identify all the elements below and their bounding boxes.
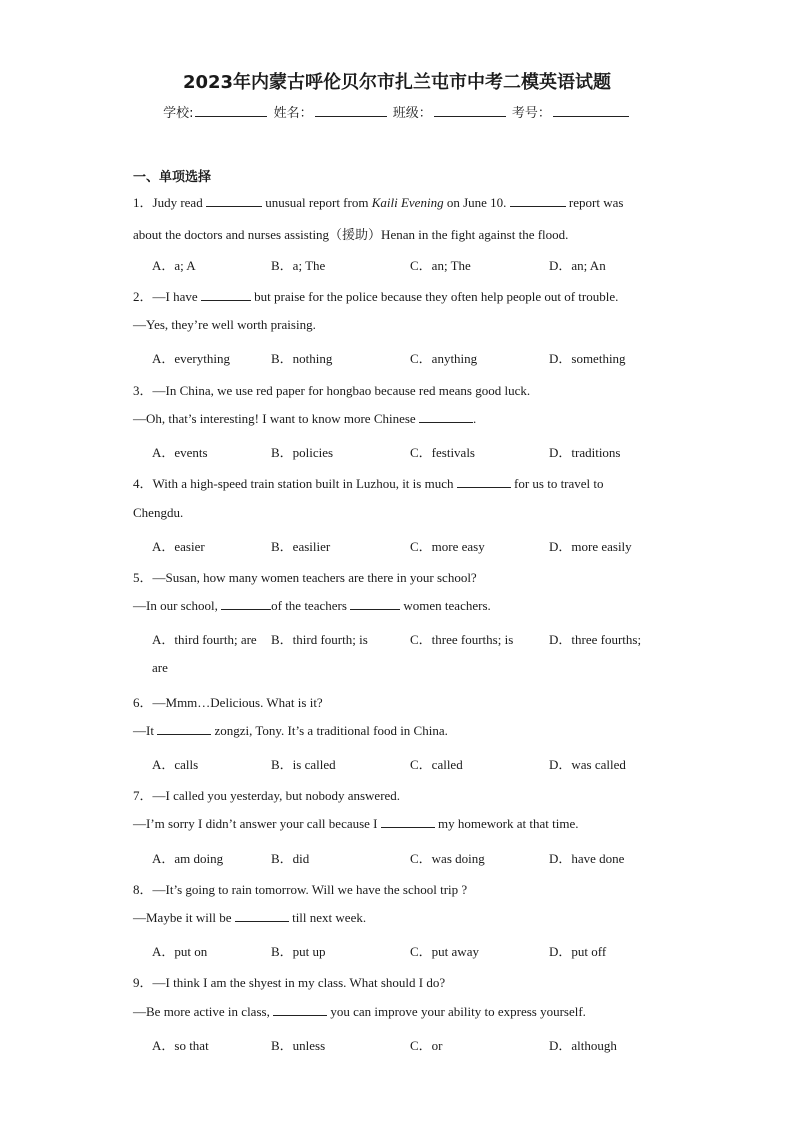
question-text: but praise for the police because they often help people out of trouble. (250, 289, 619, 304)
option-d[interactable]: D．an; An (549, 258, 606, 273)
class-blank[interactable] (434, 104, 506, 117)
answer-blank (235, 910, 289, 922)
option-c[interactable]: C．more easy (410, 539, 485, 554)
question-text: my homework at that time. (434, 816, 579, 831)
question-text: —Maybe it will be (133, 910, 235, 925)
answer-blank (510, 195, 566, 207)
question-number: 6． (133, 695, 153, 710)
option-b[interactable]: B．is called (271, 757, 336, 772)
newspaper-title: Kaili Evening (371, 195, 444, 210)
question-text: —I called you yesterday, but nobody answered. (152, 788, 401, 803)
option-b[interactable]: B．a; The (271, 258, 326, 273)
question-9-line-2 (133, 1004, 586, 1020)
question-text: —It’s going to rain tomorrow. Will we have the school trip ? (152, 882, 468, 897)
school-blank[interactable] (195, 104, 267, 117)
option-d[interactable]: D．have done (549, 851, 625, 866)
option-c[interactable]: C．put away (410, 944, 479, 959)
question-text: unusual report from (261, 195, 372, 210)
question-text: With a high-speed train station built in Luzhou, it is much (152, 476, 457, 491)
question-7-line-2 (133, 816, 578, 832)
question-text: —Oh, that’s interesting! I want to know more Chinese (133, 411, 419, 426)
question-text: of the teachers (271, 598, 351, 613)
option-a[interactable]: A．third fourth; are (152, 632, 257, 647)
question-8-line-2 (133, 910, 366, 926)
student-info-line (0, 102, 794, 121)
answer-blank (350, 598, 400, 610)
question-7-line-1 (133, 785, 400, 804)
option-d[interactable]: D．traditions (549, 445, 621, 460)
option-a[interactable]: A．am doing (152, 851, 224, 866)
option-b[interactable]: B．nothing (271, 351, 333, 366)
option-d[interactable]: D．was called (549, 757, 626, 772)
question-text: for us to travel to (510, 476, 604, 491)
question-2-line-2: —Yes, they’re well worth praising. (133, 317, 316, 332)
question-text: you can improve your ability to express yourself. (327, 1004, 586, 1019)
question-text: report was (565, 195, 624, 210)
option-c[interactable]: C．called (410, 757, 463, 772)
option-c[interactable]: C．three fourths; is (410, 632, 514, 647)
option-c[interactable]: C．anything (410, 351, 478, 366)
option-c[interactable]: C．festivals (410, 445, 475, 460)
option-a[interactable]: A．events (152, 445, 208, 460)
question-6-line-1 (133, 692, 323, 711)
question-number: 8． (133, 882, 153, 897)
option-a[interactable]: A．a; A (152, 258, 196, 273)
option-a-wrap: are (152, 660, 168, 675)
question-2-line-1 (133, 286, 618, 305)
question-8-line-1 (133, 879, 467, 898)
question-6-line-2 (133, 723, 448, 739)
exam-number-blank[interactable] (553, 104, 629, 117)
question-text: —In our school, (133, 598, 222, 613)
question-text: women teachers. (400, 598, 491, 613)
question-number: 4． (133, 476, 153, 491)
option-b[interactable]: B．policies (271, 445, 334, 460)
option-b[interactable]: B．put up (271, 944, 326, 959)
answer-blank (157, 723, 211, 735)
option-b[interactable]: B．third fourth; is (271, 632, 368, 647)
question-4-line-1 (133, 473, 604, 492)
answer-blank (221, 598, 271, 610)
question-3-line-2 (133, 411, 476, 427)
option-b[interactable]: B．easilier (271, 539, 331, 554)
question-1-line-2: about the doctors and nurses assisting（援助）Henan in the fight against the flood. (133, 227, 569, 242)
option-a[interactable]: A．calls (152, 757, 199, 772)
option-c[interactable]: C．or (410, 1038, 443, 1053)
answer-blank (201, 289, 251, 301)
question-text: Judy read (152, 195, 206, 210)
page-title: 2023年内蒙古呼伦贝尔市扎兰屯市中考二模英语试题 (182, 72, 612, 93)
question-number: 1． (133, 195, 153, 210)
question-text: —I think I am the shyest in my class. What should I do? (152, 975, 446, 990)
question-text: —Mmm…Delicious. What is it? (152, 695, 323, 710)
question-text: —In China, we use red paper for hongbao because red means good luck. (152, 383, 531, 398)
question-text: —Be more active in class, (133, 1004, 274, 1019)
option-a[interactable]: A．put on (152, 944, 208, 959)
question-text: on June 10. (443, 195, 510, 210)
question-9-line-1 (133, 972, 445, 991)
option-d[interactable]: D．more easily (549, 539, 632, 554)
question-5-line-1 (133, 567, 477, 586)
question-4-line-2: Chengdu. (133, 505, 184, 520)
exam-number-label: 考号： (511, 106, 551, 121)
option-d[interactable]: D．three fourths; (549, 632, 642, 647)
option-c[interactable]: C．was doing (410, 851, 485, 866)
question-text: . (472, 411, 477, 426)
question-text: —It (133, 723, 158, 738)
option-a[interactable]: A．easier (152, 539, 205, 554)
question-number: 5． (133, 570, 153, 585)
question-1-line-1 (133, 192, 623, 211)
option-b[interactable]: B．did (271, 851, 310, 866)
name-label: 姓名： (273, 106, 313, 121)
question-number: 9． (133, 975, 153, 990)
question-text: —I have (152, 289, 201, 304)
answer-blank (419, 411, 473, 423)
option-d[interactable]: D．something (549, 351, 626, 366)
option-d[interactable]: D．put off (549, 944, 607, 959)
question-number: 3． (133, 383, 153, 398)
option-d[interactable]: D．although (549, 1038, 617, 1053)
option-b[interactable]: B．unless (271, 1038, 326, 1053)
question-text: —I’m sorry I didn’t answer your call because I (133, 816, 381, 831)
question-text: zongzi, Tony. It’s a traditional food in China. (211, 723, 448, 738)
name-blank[interactable] (315, 104, 387, 117)
question-number: 7． (133, 788, 153, 803)
answer-blank (381, 816, 435, 828)
answer-blank (206, 195, 262, 207)
answer-blank (273, 1004, 327, 1016)
option-c[interactable]: C．an; The (410, 258, 471, 273)
school-label: 学校: (163, 106, 194, 121)
section-heading: 一、单项选择 (133, 170, 212, 185)
question-3-line-1 (133, 380, 530, 399)
answer-blank (457, 476, 511, 488)
question-number: 2． (133, 289, 153, 304)
class-label: 班级： (392, 106, 432, 121)
question-text: —Susan, how many women teachers are there in your school? (152, 570, 477, 585)
question-5-line-2 (133, 598, 491, 614)
question-text: till next week. (288, 910, 367, 925)
option-a[interactable]: A．everything (152, 351, 230, 366)
option-a[interactable]: A．so that (152, 1038, 209, 1053)
